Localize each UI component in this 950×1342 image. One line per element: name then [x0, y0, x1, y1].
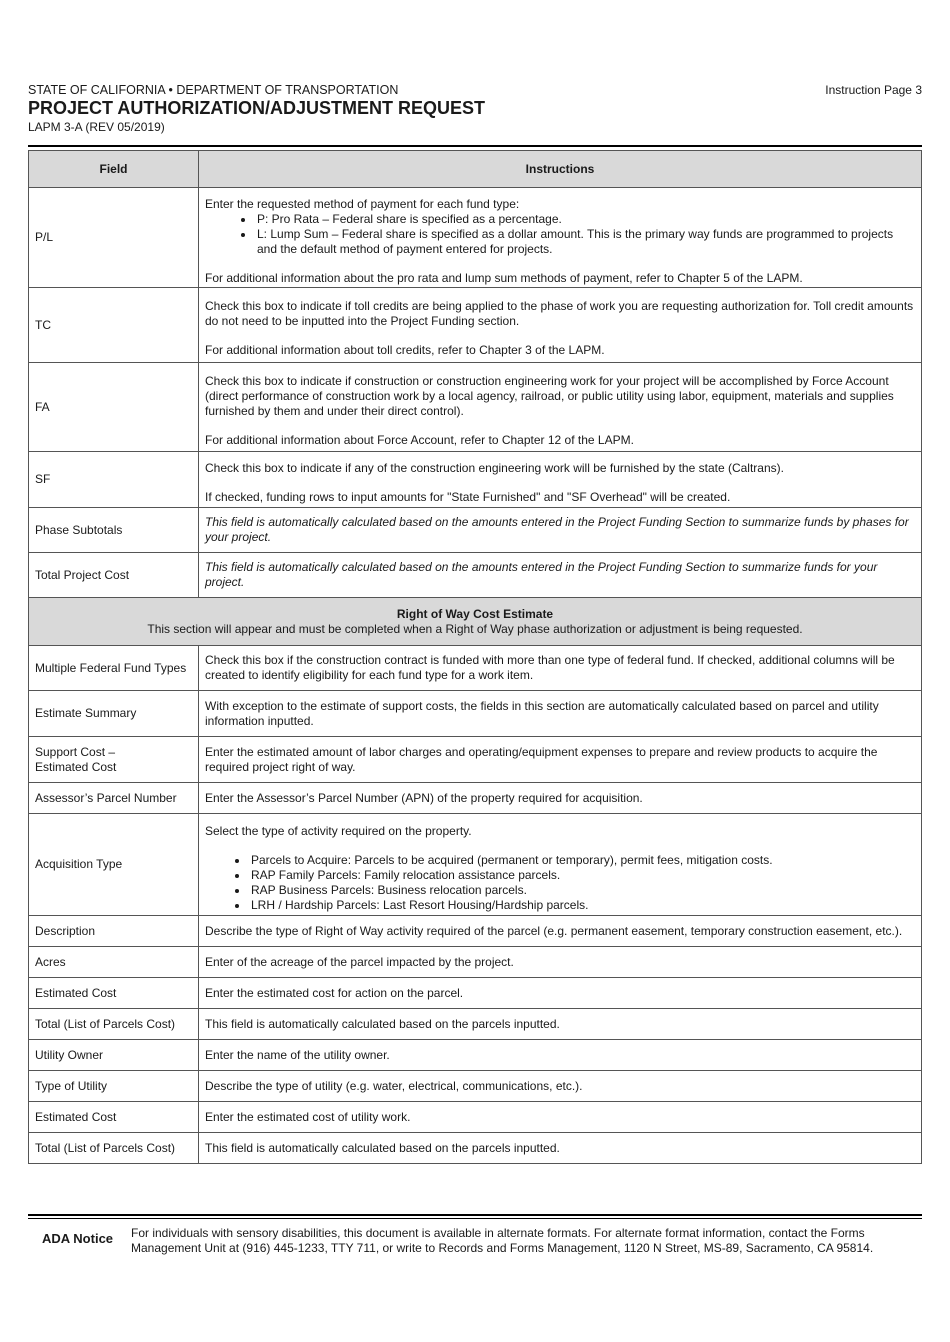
instruction-note: For additional information about the pro rata and lump sum methods of payment, refer to Chapter 5 of the LAPM. — [205, 270, 803, 285]
instruction-text: Enter the estimated cost for action on the parcel. — [199, 978, 922, 1009]
list-item: • L: Lump Sum – Federal share is specified as a dollar amount. This is the primary way funds are programmed to projects and the default method of payment entered for projects. — [255, 227, 915, 257]
instruction-text: Describe the type of utility (e.g. water, electrical, communications, etc.). — [199, 1071, 922, 1102]
field-name: Total (List of Parcels Cost) — [29, 1009, 199, 1040]
instruction-text: Enter the estimated amount of labor charges and operating/equipment expenses to prepare and review products to acquire the required project right of way. — [199, 737, 922, 783]
page-header — [28, 83, 922, 135]
instruction-text: Check this box to indicate if toll credits are being applied to the phase of work you are requesting authorization for. Toll credit amounts do not need to be inputted into the Project Funding section. — [205, 299, 914, 328]
instruction-text: Check this box if the construction contract is funded with more than one type of federal fund. If checked, additional columns will be created to identify eligibility for each fund type for a work item. — [199, 646, 922, 691]
table-row — [29, 288, 922, 363]
field-name: Multiple Federal Fund Types — [29, 646, 199, 691]
instruction-text: Select the type of activity required on the property. — [205, 823, 472, 838]
field-name: FA — [29, 363, 199, 452]
table-row — [29, 188, 922, 288]
field-name: Estimated Cost — [29, 1102, 199, 1133]
field-name: Total (List of Parcels Cost) — [29, 1133, 199, 1164]
table-row — [29, 646, 922, 691]
field-name: Assessor’s Parcel Number — [29, 783, 199, 814]
instruction-text: This field is automatically calculated based on the parcels inputted. — [199, 1009, 922, 1040]
list-item: • RAP Family Parcels: Family relocation assistance parcels. — [249, 868, 915, 883]
table-row — [29, 783, 922, 814]
instruction-cell — [199, 452, 922, 508]
field-name — [29, 737, 199, 783]
instruction-text: This field is automatically calculated based on the amounts entered in the Project Funding Section to summarize funds by phases for your project. — [199, 508, 922, 553]
field-name-line: Estimated Cost — [35, 759, 117, 774]
table-row — [29, 814, 922, 916]
field-name: SF — [29, 452, 199, 508]
list-item: • P: Pro Rata – Federal share is specified as a percentage. — [255, 212, 915, 227]
instruction-text: Describe the type of Right of Way activity required of the parcel (e.g. permanent easement, temporary construction easement, etc.). — [199, 916, 922, 947]
bullet-list — [205, 212, 915, 257]
table-row — [29, 1102, 922, 1133]
list-item: • Parcels to Acquire: Parcels to be acquired (permanent or temporary), permit fees, mitigation costs. — [249, 853, 915, 868]
instruction-note: For additional information about toll credits, refer to Chapter 3 of the LAPM. — [205, 343, 605, 357]
instruction-note: If checked, funding rows to input amounts for "State Furnished" and "SF Overhead" will be created. — [205, 490, 731, 504]
instruction-text: Enter the Assessor’s Parcel Number (APN) of the property required for acquisition. — [199, 783, 922, 814]
table-row — [29, 363, 922, 452]
footer-divider-thin — [28, 1218, 922, 1219]
instruction-cell — [199, 814, 922, 916]
field-name: Acquisition Type — [29, 814, 199, 916]
field-name: Type of Utility — [29, 1071, 199, 1102]
column-header-field: Field — [29, 151, 199, 188]
instruction-text: With exception to the estimate of support costs, the fields in this section are automatically calculated based on parcel and utility information inputted. — [199, 691, 922, 737]
bullet-list — [205, 853, 915, 913]
field-name: Utility Owner — [29, 1040, 199, 1071]
form-number: LAPM 3-A (REV 05/2019) — [28, 120, 165, 134]
instruction-cell — [199, 188, 922, 288]
table-row — [29, 916, 922, 947]
table-row — [29, 553, 922, 598]
instruction-note: For additional information about Force Account, refer to Chapter 12 of the LAPM. — [205, 432, 634, 447]
instruction-text: Check this box to indicate if construction or construction engineering work for your project will be accomplished by Force Account (direct performance of construction work by a local agency, railroad, or public utility using labor, equipment, materials and supplies furnished by them and under their direct control). — [205, 373, 894, 418]
instruction-text: Check this box to indicate if any of the construction engineering work will be furnished by the state (Caltrans). — [205, 461, 784, 475]
field-name: Total Project Cost — [29, 553, 199, 598]
form-title: PROJECT AUTHORIZATION/ADJUSTMENT REQUEST — [28, 98, 486, 118]
field-name-line: Support Cost – — [35, 744, 116, 759]
list-item: • RAP Business Parcels: Business relocation parcels. — [249, 883, 915, 898]
ada-notice-label: ADA Notice — [42, 1231, 114, 1246]
page-label: Instruction Page 3 — [825, 83, 922, 97]
instruction-text: Enter the requested method of payment for each fund type: — [205, 196, 520, 211]
instructions-table — [28, 150, 922, 1164]
footer-divider — [28, 1214, 922, 1216]
instruction-text: Enter the name of the utility owner. — [199, 1040, 922, 1071]
instruction-text: Enter of the acreage of the parcel impacted by the project. — [199, 947, 922, 978]
table-header-row — [29, 151, 922, 188]
instruction-cell — [199, 288, 922, 363]
section-title: Right of Way Cost Estimate — [396, 606, 554, 621]
table-row — [29, 1040, 922, 1071]
list-item: • LRH / Hardship Parcels: Last Resort Housing/Hardship parcels. — [249, 898, 915, 913]
field-name: Description — [29, 916, 199, 947]
agency-line: STATE OF CALIFORNIA • DEPARTMENT OF TRANSPORTATION — [28, 83, 399, 97]
instruction-text: This field is automatically calculated based on the parcels inputted. — [199, 1133, 922, 1164]
field-name: Estimate Summary — [29, 691, 199, 737]
instruction-text: This field is automatically calculated based on the amounts entered in the Project Funding Section to summarize funds for your project. — [199, 553, 922, 598]
section-header — [29, 598, 922, 646]
table-row — [29, 978, 922, 1009]
table-row — [29, 1009, 922, 1040]
column-header-instructions: Instructions — [199, 151, 922, 188]
section-header-row — [29, 598, 922, 646]
section-subtitle: This section will appear and must be completed when a Right of Way phase authorization or adjustment is being requested. — [147, 621, 803, 636]
table-row — [29, 1071, 922, 1102]
table-row — [29, 452, 922, 508]
instruction-cell — [199, 363, 922, 452]
table-row — [29, 737, 922, 783]
ada-notice-text: For individuals with sensory disabilities, this document is available in alternate formats. For alternate format information, contact the Forms Management Unit at (916) 445-1233, TTY 711, or write to Records and Forms Management, 1120 N Street, MS-89, Sacramento, CA 95814. — [131, 1226, 874, 1255]
table-row — [29, 508, 922, 553]
instruction-text: Enter the estimated cost of utility work. — [199, 1102, 922, 1133]
table-row — [29, 1133, 922, 1164]
table-row — [29, 691, 922, 737]
field-name: Phase Subtotals — [29, 508, 199, 553]
header-divider — [28, 145, 922, 147]
field-name: TC — [29, 288, 199, 363]
table-row — [29, 947, 922, 978]
field-name: P/L — [29, 188, 199, 288]
field-name: Acres — [29, 947, 199, 978]
field-name: Estimated Cost — [29, 978, 199, 1009]
